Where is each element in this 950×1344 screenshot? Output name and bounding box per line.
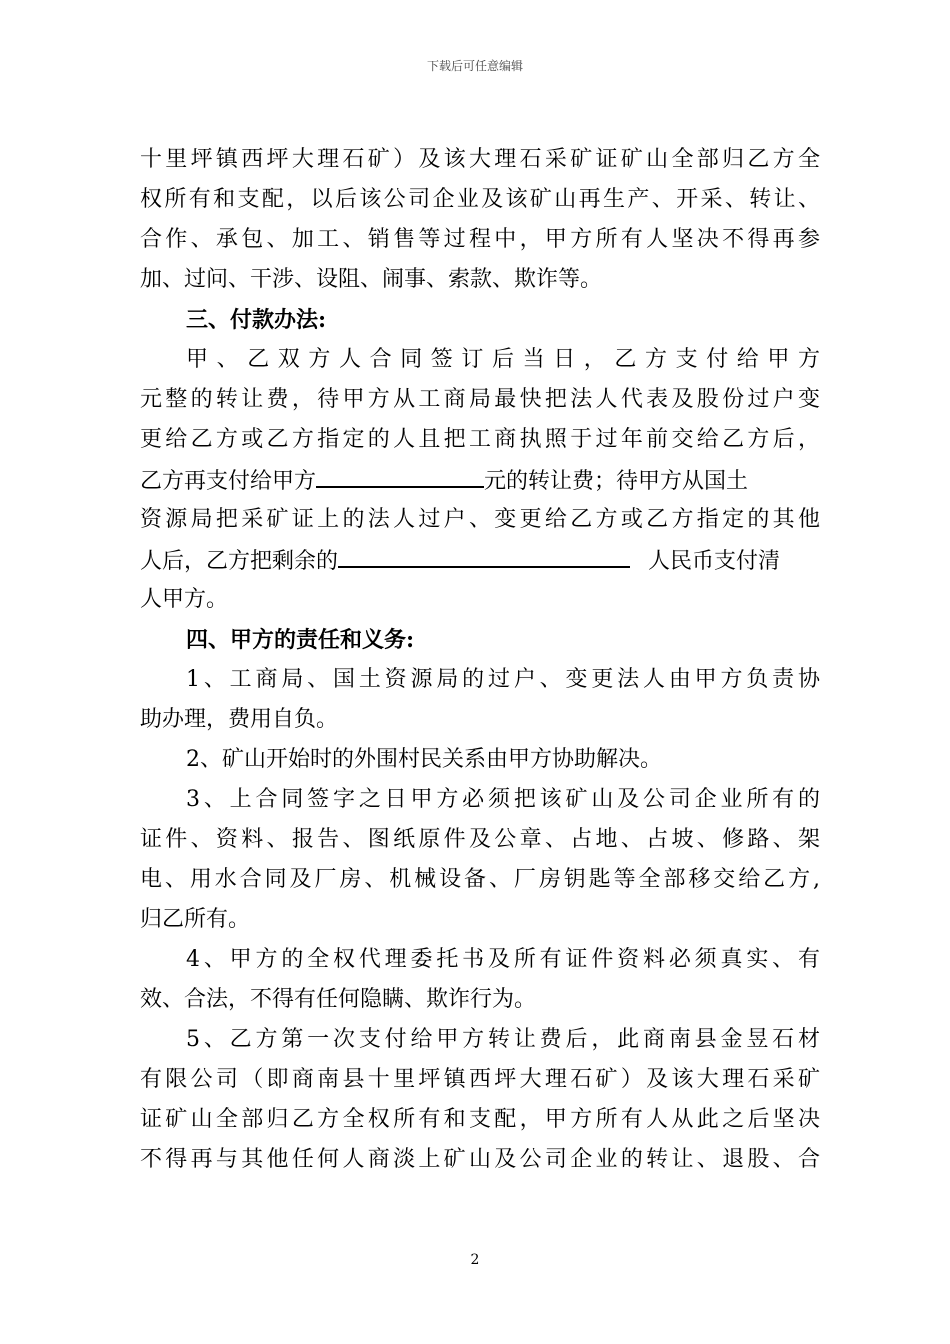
text-line: 归乙所有。 xyxy=(140,907,251,932)
text-line: 更给乙方或乙方指定的人且把工商执照于过年前交给乙方后， xyxy=(140,427,820,452)
text-line-with-blank xyxy=(140,540,820,580)
text-line: 权所有和支配，以后该公司企业及该矿山再生产、开采、转让、 xyxy=(140,187,820,212)
text-segment: 人后，乙方把剩余的 xyxy=(140,549,339,574)
text-line: 证件、资料、报告、图纸原件及公章、占地、占坡、修路、架 xyxy=(140,827,820,852)
text-line: 3、上合同签字之日甲方必须把该矿山及公司企业所有的 xyxy=(186,787,820,812)
text-line: 不得再与其他任何人商淡上矿山及公司企业的转让、退股、合 xyxy=(140,1147,820,1172)
text-line: 十里坪镇西坪大理石矿）及该大理石采矿证矿山全部归乙方全 xyxy=(140,147,820,172)
text-line: 5、乙方第一次支付给甲方转让费后，此商南县金昱石材 xyxy=(186,1027,820,1052)
text-segment: 元的转让费；待甲方从国土 xyxy=(484,469,749,494)
section-heading-payment: 三、付款办法: xyxy=(186,307,327,333)
text-segment: 人民币支付清 xyxy=(648,549,781,574)
fill-in-blank xyxy=(338,540,630,568)
text-line: 加、过问、干涉、设阻、闹事、索款、欺诈等。 xyxy=(140,267,603,292)
text-line-with-blank xyxy=(140,460,820,500)
page-header: 下载后可任意编辑 xyxy=(426,59,523,73)
text-segment: 乙方再支付给甲方 xyxy=(140,469,317,494)
text-line: 证矿山全部归乙方全权所有和支配，甲方所有人从此之后坚决 xyxy=(140,1107,820,1132)
text-line: 人甲方。 xyxy=(140,587,229,612)
text-line: 元整的转让费，待甲方从工商局最快把法人代表及股份过户变 xyxy=(140,387,820,412)
text-line: 资源局把采矿证上的法人过户、变更给乙方或乙方指定的其他 xyxy=(140,507,820,532)
text-line: 甲、乙双方人合同签订后当日，乙方支付给甲方 xyxy=(186,347,820,372)
fill-in-blank xyxy=(316,460,484,488)
section-heading-obligations: 四、甲方的责任和义务: xyxy=(186,627,415,653)
text-line: 1、工商局、国土资源局的过户、变更法人由甲方负责协 xyxy=(186,667,820,692)
text-line: 2、矿山开始时的外围村民关系由甲方协助解决。 xyxy=(186,747,662,772)
text-line: 4、甲方的全权代理委托书及所有证件资料必须真实、有 xyxy=(186,947,820,972)
text-line: 助办理，费用自负。 xyxy=(140,707,339,732)
text-line: 效、合法，不得有任何隐瞒、欺诈行为。 xyxy=(140,987,537,1012)
text-line: 电、用水合同及厂房、机械设备、厂房钥匙等全部移交给乙方, xyxy=(140,867,820,892)
text-line: 有限公司（即商南县十里坪镇西坪大理石矿）及该大理石采矿 xyxy=(140,1067,820,1092)
page-number: 2 xyxy=(470,1252,480,1268)
text-line: 合作、承包、加工、销售等过程中，甲方所有人坚决不得再参 xyxy=(140,227,820,252)
